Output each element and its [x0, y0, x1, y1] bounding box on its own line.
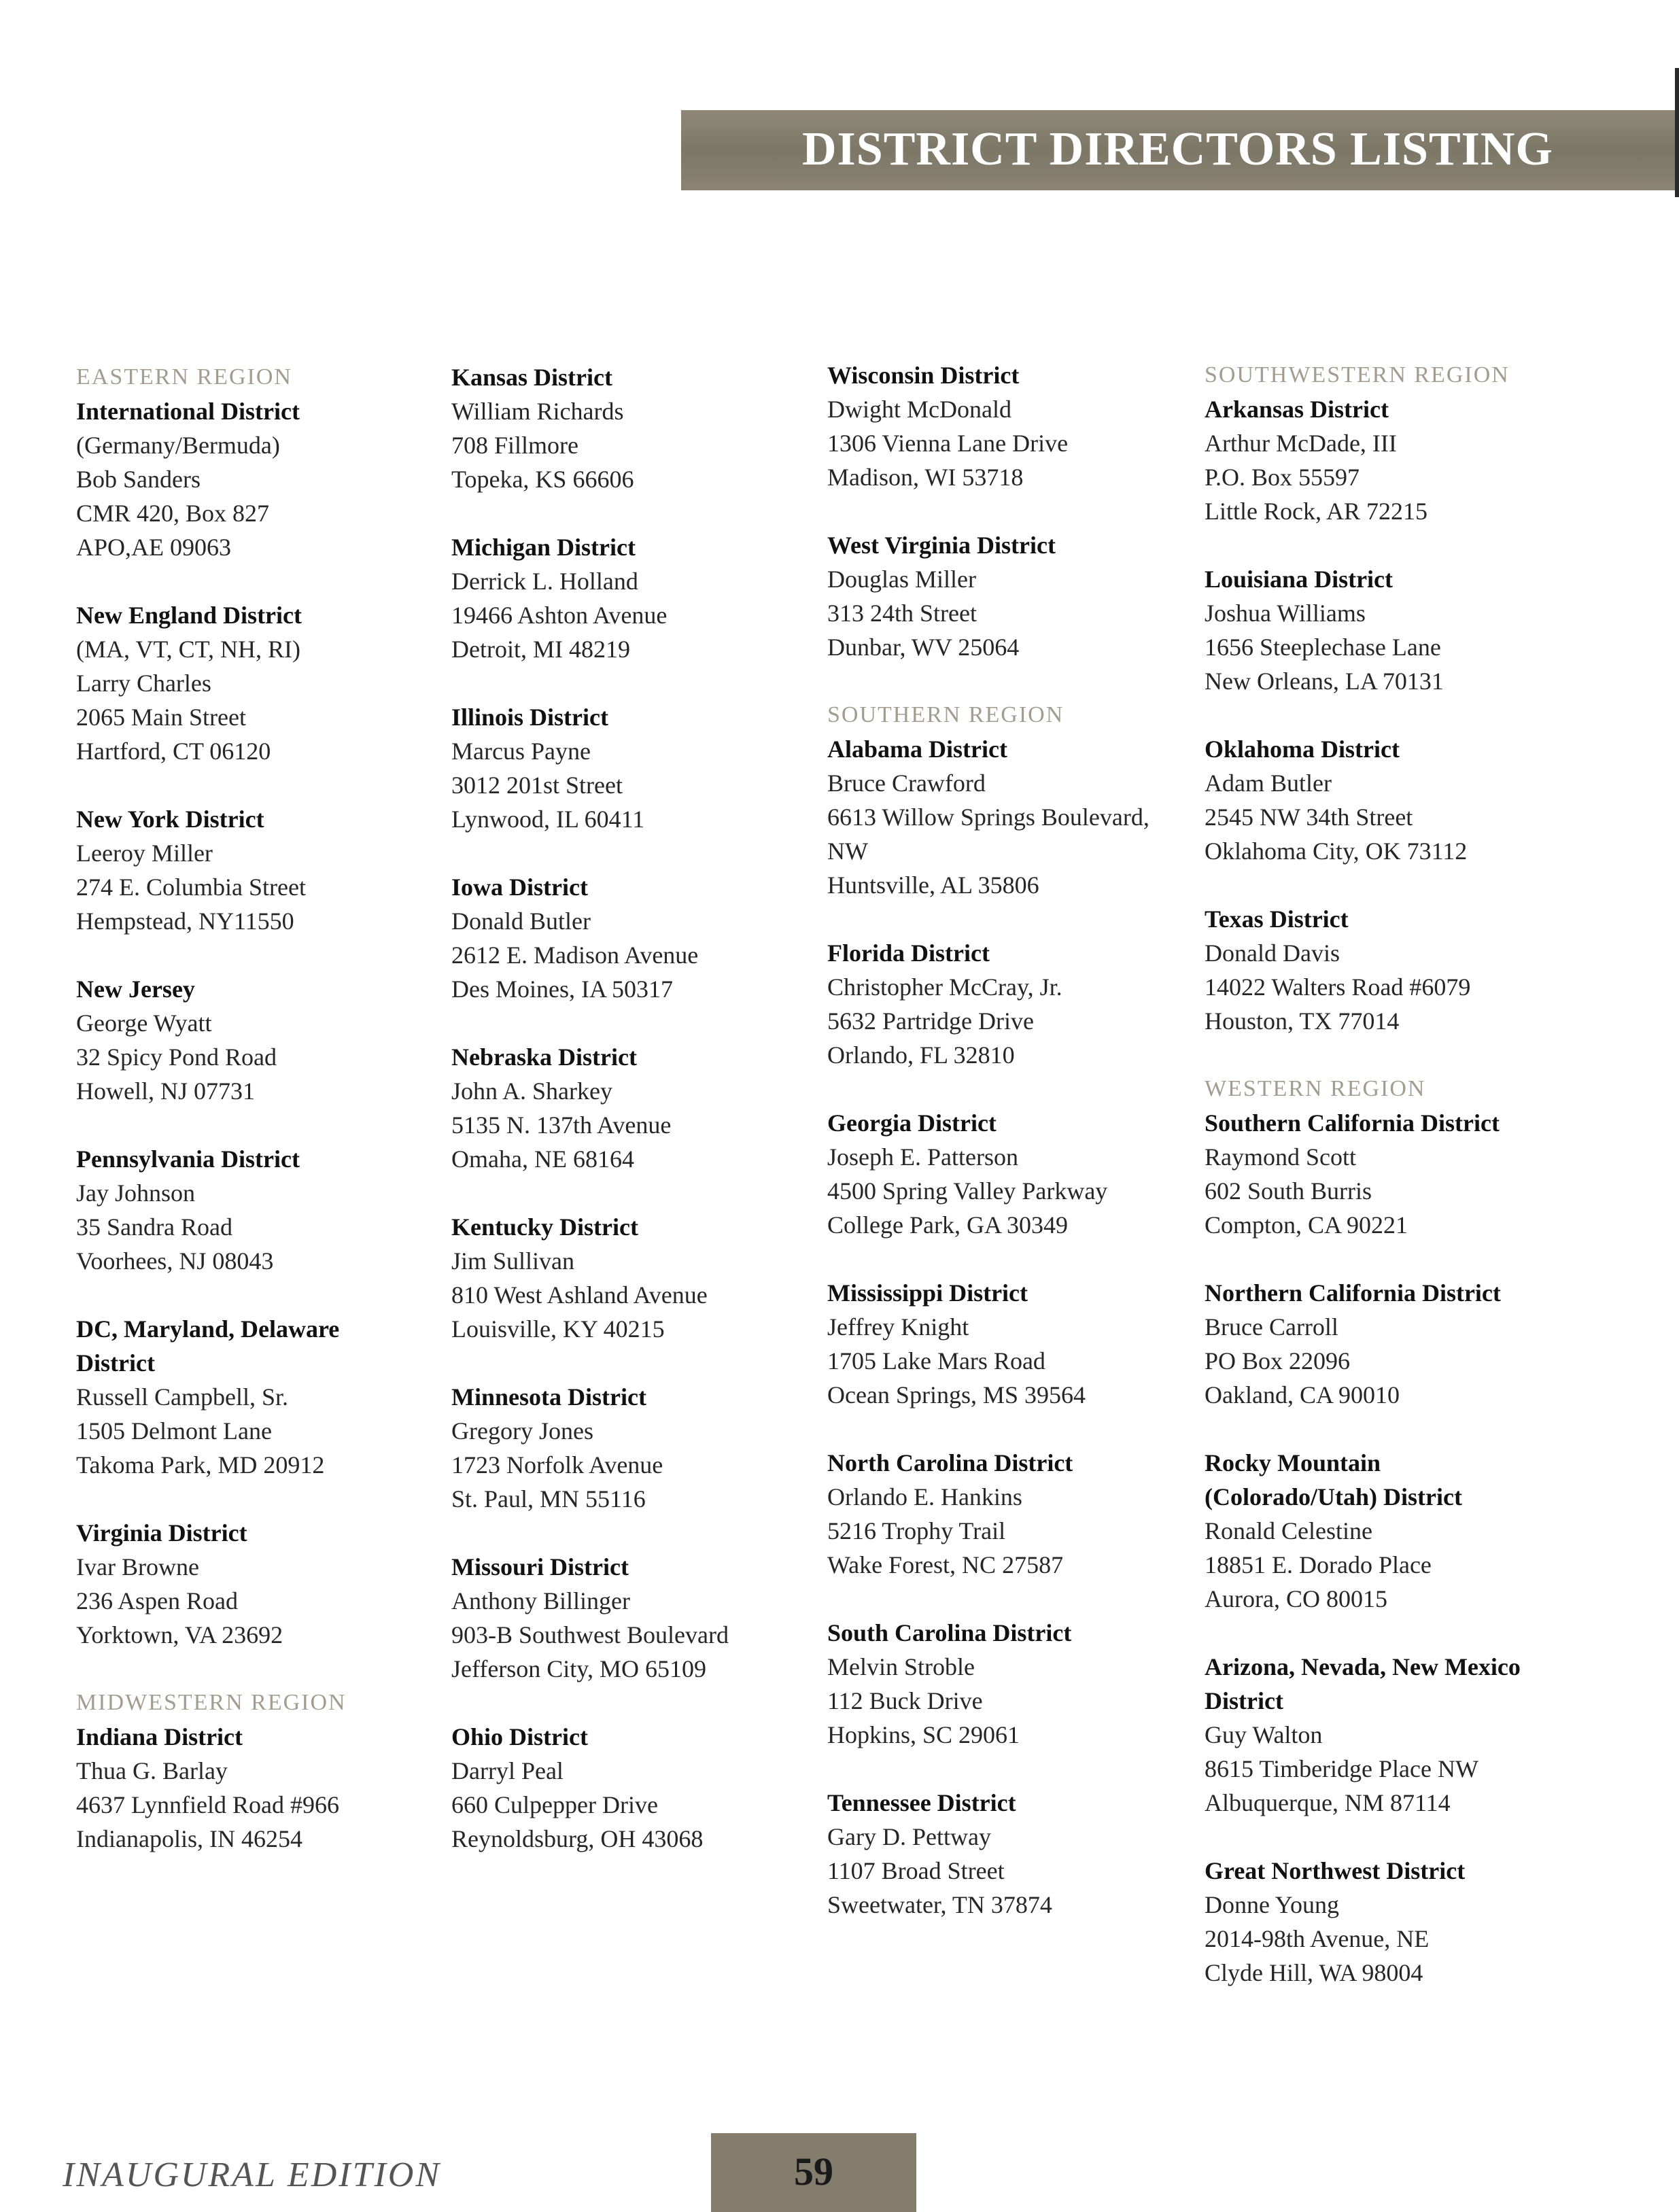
district-entry — [827, 528, 1208, 664]
contact-line: Ocean Springs, MS 39564 — [827, 1381, 1086, 1409]
contact-line: P.O. Box 55597 — [1205, 464, 1360, 491]
district-name: Minnesota District — [451, 1383, 646, 1411]
contact-line: Howell, NJ 07731 — [76, 1077, 255, 1105]
contact-line: (Germany/Bermuda) — [76, 432, 280, 459]
contact-line: APO,AE 09063 — [76, 534, 232, 561]
contact-line: Oakland, CA 90010 — [1205, 1381, 1400, 1409]
contact-line: Little Rock, AR 72215 — [1205, 498, 1427, 525]
district-name: Indiana District — [76, 1723, 243, 1750]
edition-label: INAUGURAL EDITION — [63, 2156, 442, 2194]
contact-line: Madison, WI 53718 — [827, 464, 1024, 491]
contact-line: 4500 Spring Valley Parkway — [827, 1177, 1108, 1205]
contact-line: PO Box 22096 — [1205, 1347, 1351, 1375]
contact-line: Lynwood, IL 60411 — [451, 806, 645, 833]
district-name: International District — [76, 398, 300, 425]
contact-line: Orlando, FL 32810 — [827, 1041, 1015, 1069]
district-name: Nebraska District — [451, 1043, 637, 1071]
contact-line: Joshua Williams — [1205, 600, 1366, 627]
contact-line: 2545 NW 34th Street — [1205, 803, 1413, 831]
region-heading: WESTERN REGION — [1205, 1076, 1426, 1101]
contact-line: Hopkins, SC 29061 — [827, 1721, 1020, 1748]
contact-line: Christopher McCray, Jr. — [827, 973, 1062, 1001]
contact-line: 5632 Partridge Drive — [827, 1007, 1034, 1035]
contact-line: Houston, TX 77014 — [1205, 1007, 1400, 1035]
district-name: Ohio District — [451, 1723, 588, 1750]
district-entry — [1205, 1106, 1585, 1242]
district-entry — [76, 1720, 457, 1856]
contact-line: 1705 Lake Mars Road — [827, 1347, 1045, 1375]
district-name: Florida District — [827, 939, 990, 967]
contact-line: 18851 E. Dorado Place — [1205, 1551, 1432, 1578]
contact-line: 1107 Broad Street — [827, 1857, 1005, 1884]
contact-line: George Wyatt — [76, 1009, 212, 1037]
district-entry — [1205, 1650, 1585, 1820]
contact-line: 236 Aspen Road — [76, 1587, 238, 1614]
district-name: Virginia District — [76, 1519, 247, 1546]
contact-line: College Park, GA 30349 — [827, 1211, 1068, 1239]
contact-line: 903-B Southwest Boulevard — [451, 1621, 729, 1648]
contact-line: Jeffrey Knight — [827, 1313, 969, 1341]
contact-line: 4637 Lynnfield Road #966 — [76, 1791, 339, 1818]
contact-line: Louisville, KY 40215 — [451, 1315, 665, 1343]
district-name: Michigan District — [451, 534, 636, 561]
district-entry — [1205, 1446, 1585, 1616]
district-name: Great Northwest District — [1205, 1857, 1466, 1884]
district-entry — [451, 1550, 832, 1686]
contact-line: Donald Davis — [1205, 939, 1340, 967]
district-name: Tennessee District — [827, 1789, 1016, 1816]
district-name: DC, Maryland, Delaware District — [76, 1315, 340, 1377]
contact-line: Donald Butler — [451, 908, 591, 935]
contact-line: 313 24th Street — [827, 600, 977, 627]
district-entry — [827, 358, 1208, 494]
district-name: New Jersey — [76, 975, 195, 1003]
contact-line: Ronald Celestine — [1205, 1517, 1372, 1544]
district-entry — [451, 530, 832, 666]
contact-line: St. Paul, MN 55116 — [451, 1485, 646, 1513]
district-name: Northern California District — [1205, 1279, 1501, 1307]
district-name: Kentucky District — [451, 1213, 638, 1241]
directory-column-2 — [451, 360, 832, 1890]
district-name: Wisconsin District — [827, 362, 1020, 389]
district-entry — [451, 1720, 832, 1856]
district-name: Kansas District — [451, 364, 612, 391]
contact-line: Hempstead, NY11550 — [76, 908, 294, 935]
contact-line: Dunbar, WV 25064 — [827, 634, 1020, 661]
contact-line: NW — [827, 837, 868, 865]
contact-line: Ivar Browne — [76, 1553, 199, 1580]
contact-line: Orlando E. Hankins — [827, 1483, 1022, 1510]
district-entry — [827, 1616, 1208, 1752]
district-entry — [1205, 1276, 1585, 1412]
contact-line: Bruce Carroll — [1205, 1313, 1338, 1341]
district-entry — [1205, 902, 1585, 1038]
district-name: New England District — [76, 602, 302, 629]
contact-line: Darryl Peal — [451, 1757, 564, 1784]
contact-line: 6613 Willow Springs Boulevard, — [827, 803, 1149, 831]
contact-line: 2065 Main Street — [76, 704, 246, 731]
contact-line: 708 Fillmore — [451, 432, 578, 459]
contact-line: Adam Butler — [1205, 770, 1332, 797]
contact-line: 5216 Trophy Trail — [827, 1517, 1006, 1544]
district-entry — [451, 700, 832, 836]
contact-line: Oklahoma City, OK 73112 — [1205, 837, 1468, 865]
contact-line: Gregory Jones — [451, 1417, 593, 1445]
contact-line: Detroit, MI 48219 — [451, 636, 630, 663]
district-entry — [827, 1446, 1208, 1582]
contact-line: Wake Forest, NC 27587 — [827, 1551, 1064, 1578]
contact-line: 274 E. Columbia Street — [76, 874, 306, 901]
contact-line: Derrick L. Holland — [451, 568, 638, 595]
district-entry — [827, 1786, 1208, 1922]
region-heading: SOUTHERN REGION — [827, 702, 1064, 727]
district-name: New York District — [76, 806, 264, 833]
contact-line: Reynoldsburg, OH 43068 — [451, 1825, 704, 1852]
contact-line: Dwight McDonald — [827, 396, 1011, 423]
contact-line: Anthony Billinger — [451, 1587, 630, 1614]
district-name: Illinois District — [451, 704, 608, 731]
district-entry — [76, 1312, 457, 1482]
district-entry — [76, 394, 457, 564]
contact-line: Bruce Crawford — [827, 770, 986, 797]
contact-line: 112 Buck Drive — [827, 1687, 983, 1714]
contact-line: Bob Sanders — [76, 466, 201, 493]
contact-line: Douglas Miller — [827, 566, 976, 593]
page-edge-mark — [1675, 68, 1679, 197]
contact-line: 1306 Vienna Lane Drive — [827, 430, 1069, 457]
district-entry — [827, 936, 1208, 1072]
district-entry — [451, 1380, 832, 1516]
contact-line: Sweetwater, TN 37874 — [827, 1891, 1052, 1918]
district-name: Alabama District — [827, 736, 1007, 763]
contact-line: 32 Spicy Pond Road — [76, 1043, 277, 1071]
contact-line: Yorktown, VA 23692 — [76, 1621, 283, 1648]
contact-line: Indianapolis, IN 46254 — [76, 1825, 302, 1852]
district-name: Oklahoma District — [1205, 736, 1400, 763]
contact-line: 1656 Steeplechase Lane — [1205, 634, 1441, 661]
district-name: Georgia District — [827, 1109, 997, 1137]
district-name: North Carolina District — [827, 1449, 1073, 1476]
contact-line: Compton, CA 90221 — [1205, 1211, 1408, 1239]
contact-line: 1723 Norfolk Avenue — [451, 1451, 663, 1479]
district-entry — [451, 1210, 832, 1346]
district-name: Arizona, Nevada, New Mexico District — [1205, 1653, 1521, 1714]
contact-line: Raymond Scott — [1205, 1143, 1356, 1171]
district-entry — [827, 732, 1208, 902]
directory-column-4 — [1205, 358, 1585, 2024]
contact-line: Larry Charles — [76, 670, 211, 697]
district-entry — [76, 598, 457, 768]
contact-line: Leeroy Miller — [76, 840, 213, 867]
district-entry — [1205, 562, 1585, 698]
district-name: Louisiana District — [1205, 566, 1394, 593]
contact-line: Marcus Payne — [451, 738, 591, 765]
district-name: Southern California District — [1205, 1109, 1500, 1137]
contact-line: Hartford, CT 06120 — [76, 738, 271, 765]
district-name: Texas District — [1205, 905, 1349, 933]
contact-line: 5135 N. 137th Avenue — [451, 1111, 672, 1139]
contact-line: Gary D. Pettway — [827, 1823, 991, 1850]
contact-line: 602 South Burris — [1205, 1177, 1372, 1205]
contact-line: Thua G. Barlay — [76, 1757, 228, 1784]
district-name: Iowa District — [451, 874, 588, 901]
contact-line: Jefferson City, MO 65109 — [451, 1655, 706, 1682]
district-entry — [76, 1516, 457, 1652]
district-name: Pennsylvania District — [76, 1145, 300, 1173]
contact-line: Jay Johnson — [76, 1179, 196, 1207]
district-entry — [76, 1142, 457, 1278]
district-entry — [76, 972, 457, 1108]
contact-line: Arthur McDade, III — [1205, 430, 1397, 457]
contact-line: 14022 Walters Road #6079 — [1205, 973, 1471, 1001]
contact-line: Des Moines, IA 50317 — [451, 975, 673, 1003]
contact-line: Takoma Park, MD 20912 — [76, 1451, 325, 1479]
contact-line: Omaha, NE 68164 — [451, 1145, 634, 1173]
contact-line: Jim Sullivan — [451, 1247, 575, 1275]
contact-line: 2612 E. Madison Avenue — [451, 941, 699, 969]
contact-line: Donne Young — [1205, 1891, 1340, 1918]
contact-line: Clyde Hill, WA 98004 — [1205, 1959, 1423, 1986]
contact-line: 35 Sandra Road — [76, 1213, 232, 1241]
contact-line: Melvin Stroble — [827, 1653, 975, 1680]
contact-line: Voorhees, NJ 08043 — [76, 1247, 274, 1275]
contact-line: 3012 201st Street — [451, 772, 623, 799]
region-heading: MIDWESTERN REGION — [76, 1690, 347, 1715]
contact-line: 1505 Delmont Lane — [76, 1417, 272, 1445]
contact-line: Aurora, CO 80015 — [1205, 1585, 1387, 1612]
district-entry — [1205, 1854, 1585, 1990]
directory-column-1 — [76, 360, 457, 1890]
region-heading: SOUTHWESTERN REGION — [1205, 362, 1510, 387]
contact-line: Huntsville, AL 35806 — [827, 871, 1039, 899]
district-entry — [827, 1276, 1208, 1412]
district-name: South Carolina District — [827, 1619, 1072, 1646]
contact-line: John A. Sharkey — [451, 1077, 612, 1105]
directory-column-3 — [827, 358, 1208, 1956]
contact-line: 8615 Timberidge Place NW — [1205, 1755, 1478, 1782]
page-number: 59 — [794, 2149, 833, 2194]
district-entry — [76, 802, 457, 938]
district-name: Arkansas District — [1205, 396, 1389, 423]
contact-line: 19466 Ashton Avenue — [451, 602, 668, 629]
district-entry — [1205, 732, 1585, 868]
contact-line: 2014-98th Avenue, NE — [1205, 1925, 1430, 1952]
contact-line: Russell Campbell, Sr. — [76, 1383, 289, 1411]
contact-line: (MA, VT, CT, NH, RI) — [76, 636, 300, 663]
district-entry — [827, 1106, 1208, 1242]
district-name: Mississippi District — [827, 1279, 1028, 1307]
contact-line: Albuquerque, NM 87114 — [1205, 1789, 1451, 1816]
district-entry — [451, 870, 832, 1006]
district-name: Rocky Mountain (Colorado/Utah) District — [1205, 1449, 1462, 1510]
contact-line: Topeka, KS 66606 — [451, 466, 634, 493]
district-entry — [1205, 392, 1585, 528]
contact-line: 810 West Ashland Avenue — [451, 1281, 708, 1309]
contact-line: CMR 420, Box 827 — [76, 500, 270, 527]
page-title: DISTRICT DIRECTORS LISTING — [802, 123, 1553, 175]
contact-line: New Orleans, LA 70131 — [1205, 668, 1444, 695]
region-heading: EASTERN REGION — [76, 364, 292, 390]
district-name: Missouri District — [451, 1553, 629, 1580]
contact-line: Joseph E. Patterson — [827, 1143, 1018, 1171]
district-entry — [451, 360, 832, 496]
contact-line: Guy Walton — [1205, 1721, 1323, 1748]
contact-line: 660 Culpepper Drive — [451, 1791, 658, 1818]
district-entry — [451, 1040, 832, 1176]
contact-line: William Richards — [451, 398, 624, 425]
district-name: West Virginia District — [827, 532, 1056, 559]
